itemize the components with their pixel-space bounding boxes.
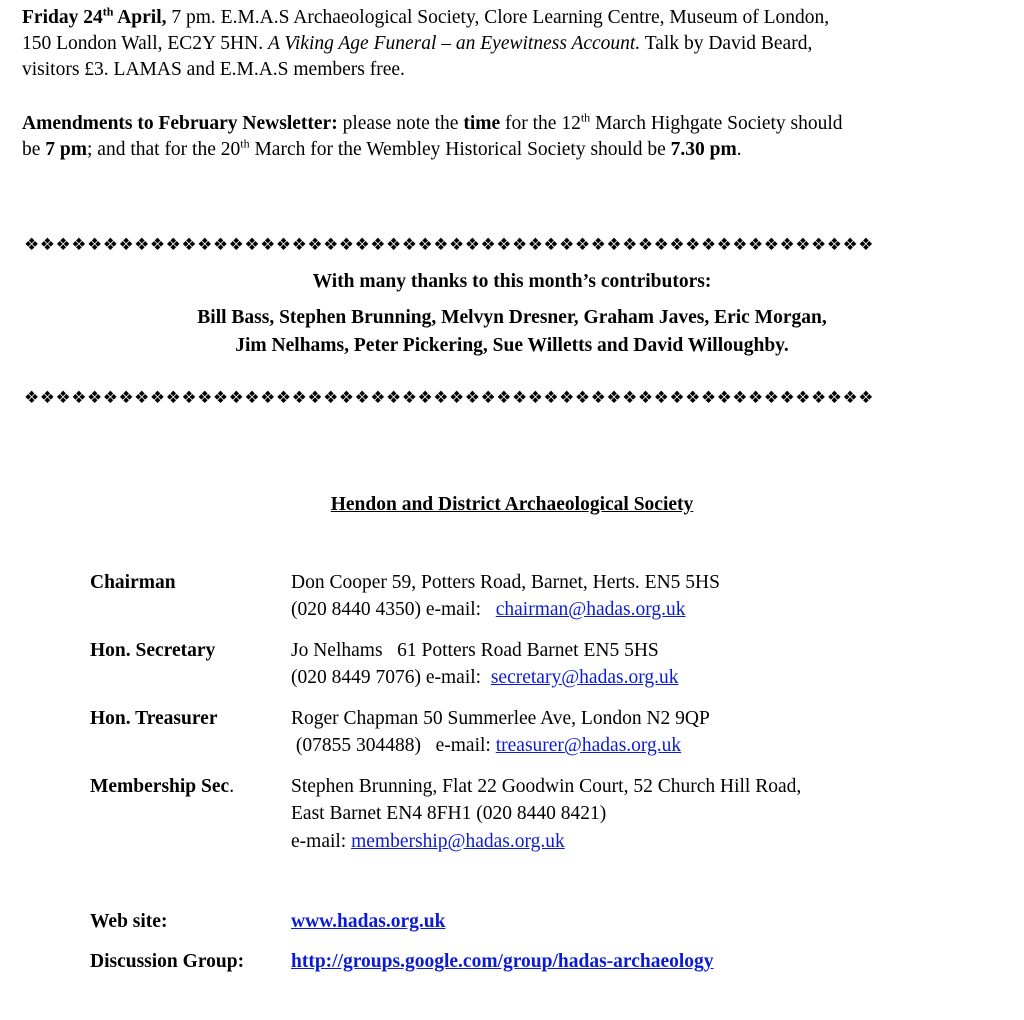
amendments-text: be: [22, 139, 46, 160]
amendments-text: March Highgate Society should: [590, 113, 843, 134]
diamond-divider-top: ❖❖❖❖❖❖❖❖❖❖❖❖❖❖❖❖❖❖❖❖❖❖❖❖❖❖❖❖❖❖❖❖❖❖❖❖❖❖❖❖❖❖❖❖❖❖❖❖❖❖❖❖❖❖: [24, 235, 874, 255]
amendments-paragraph: [22, 111, 843, 163]
membership-contact: [291, 831, 565, 853]
event-paragraph: [22, 5, 829, 83]
amendments-text: for the 12: [500, 113, 581, 134]
secretary-contact: [291, 667, 678, 689]
treasurer-email-link[interactable]: treasurer@hadas.org.uk: [495, 735, 682, 756]
membership-label-text: Membership Sec: [90, 776, 230, 797]
amendments-line-2: [22, 137, 843, 163]
contributors-line-1: Bill Bass, Stephen Brunning, Melvyn Dresner, Graham Javes, Eric Morgan,: [197, 307, 827, 328]
amendments-time-2: 7.30 pm: [670, 139, 737, 160]
membership-address-1: Stephen Brunning, Flat 22 Goodwin Court, 52 Church Hill Road,: [291, 776, 802, 797]
amendments-sup: th: [580, 110, 591, 125]
amendments-sup: th: [240, 136, 250, 151]
amendments-text: .: [736, 139, 742, 160]
website-link[interactable]: www.hadas.org.uk: [291, 911, 446, 932]
amendments-text: ; and that for the 20: [87, 139, 241, 160]
discussion-group-label: Discussion Group:: [90, 951, 245, 972]
treasurer-phone: (07855 304488) e-mail:: [291, 735, 496, 756]
talk-title: A Viking Age Funeral – an Eyewitness Account.: [267, 33, 641, 54]
talk-speaker: Talk by David Beard,: [640, 33, 813, 54]
secretary-label: Hon. Secretary: [90, 640, 216, 661]
membership-address-2: East Barnet EN4 8FH1 (020 8440 8421): [291, 803, 607, 824]
chairman-phone: (020 8440 4350) e-mail:: [291, 599, 496, 620]
treasurer-address: Roger Chapman 50 Summerlee Ave, London N2 9QP: [291, 708, 710, 729]
diamond-divider-bottom: ❖❖❖❖❖❖❖❖❖❖❖❖❖❖❖❖❖❖❖❖❖❖❖❖❖❖❖❖❖❖❖❖❖❖❖❖❖❖❖❖❖❖❖❖❖❖❖❖❖❖❖❖❖❖: [24, 388, 874, 408]
discussion-group-link[interactable]: http://groups.google.com/group/hadas-archaeology: [291, 951, 714, 972]
event-details: 7 pm. E.M.A.S Archaeological Society, Clore Learning Centre, Museum of London,: [166, 7, 830, 28]
society-title: Hendon and District Archaeological Society: [330, 494, 694, 515]
membership-label-dot: .: [229, 776, 235, 797]
secretary-email-link[interactable]: secretary@hadas.org.uk: [490, 667, 679, 688]
contributors-line-2: Jim Nelhams, Peter Pickering, Sue Willetts and David Willoughby.: [235, 335, 789, 356]
chairman-contact: [291, 599, 686, 621]
event-line-2: [22, 31, 829, 57]
website-label: Web site:: [90, 911, 168, 932]
membership-email-label: e-mail:: [291, 831, 352, 852]
event-month: April,: [113, 7, 167, 28]
event-day: Friday 24: [22, 7, 103, 28]
amendments-line-1: [22, 111, 843, 137]
chairman-label: Chairman: [90, 572, 176, 593]
membership-email-link[interactable]: membership@hadas.org.uk: [351, 831, 565, 852]
event-address: 150 London Wall, EC2Y 5HN.: [22, 33, 268, 54]
amendments-time-word: time: [463, 113, 501, 134]
thanks-heading: With many thanks to this month’s contributors:: [312, 271, 712, 292]
treasurer-label: Hon. Treasurer: [90, 708, 218, 729]
membership-label: [90, 776, 234, 798]
amendments-text: please note the: [337, 113, 464, 134]
amendments-heading: Amendments to February Newsletter:: [22, 113, 338, 134]
event-line-3: visitors £3. LAMAS and E.M.A.S members free.: [22, 59, 405, 80]
chairman-email-link[interactable]: chairman@hadas.org.uk: [495, 599, 686, 620]
amendments-text: March for the Wembley Historical Society should be: [249, 139, 671, 160]
event-day-suffix: th: [102, 4, 114, 19]
chairman-address: Don Cooper 59, Potters Road, Barnet, Herts. EN5 5HS: [291, 572, 720, 593]
secretary-phone: (020 8449 7076) e-mail:: [291, 667, 491, 688]
event-line-1: [22, 5, 829, 31]
amendments-time-1: 7 pm: [45, 139, 87, 160]
secretary-address: Jo Nelhams 61 Potters Road Barnet EN5 5HS: [291, 640, 659, 661]
treasurer-contact: [291, 735, 681, 757]
